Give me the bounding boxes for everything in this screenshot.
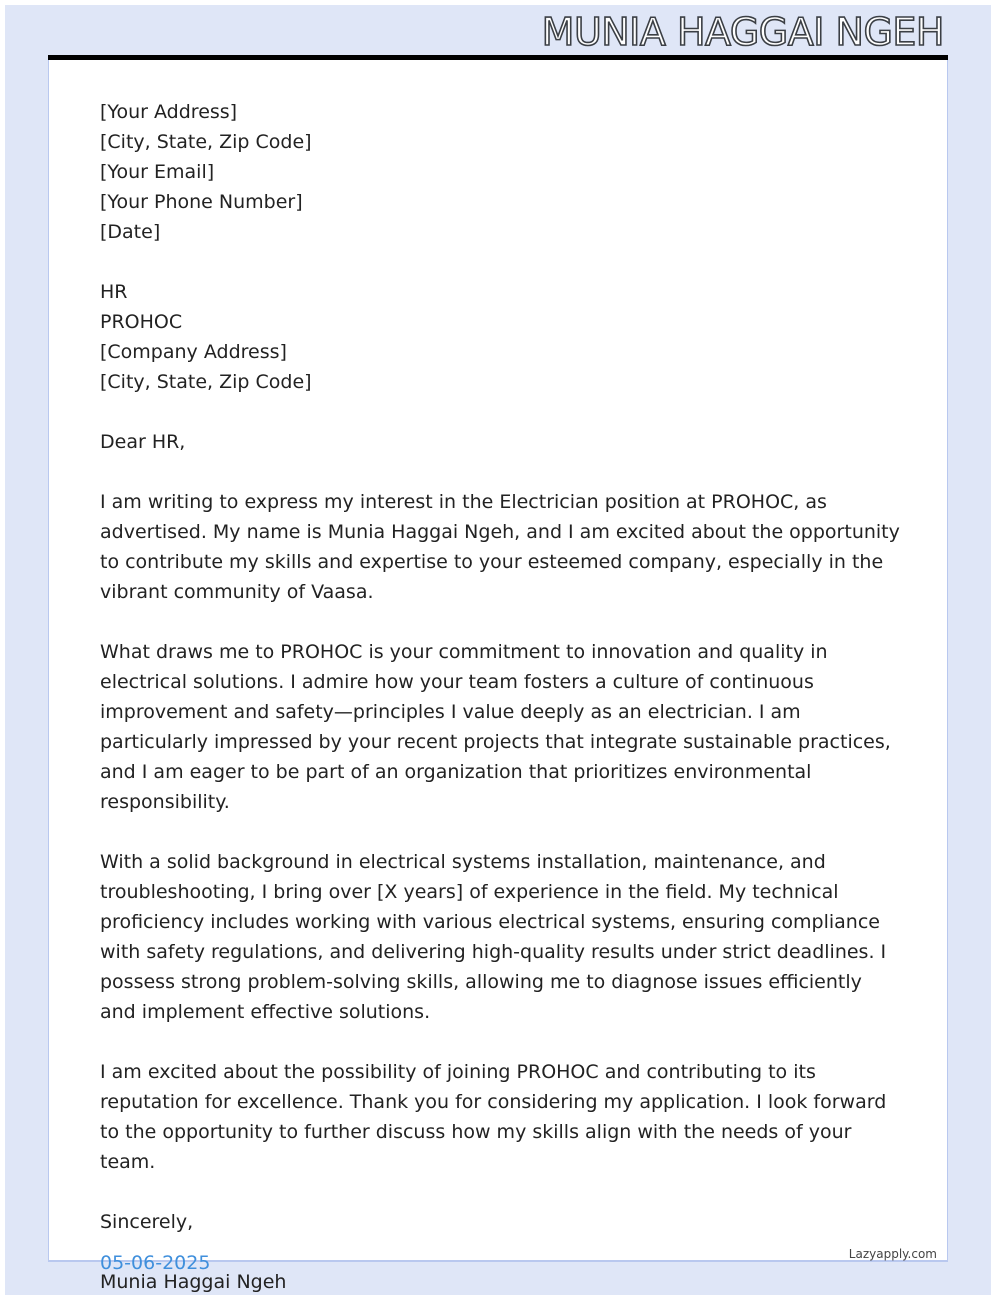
recipient-block bbox=[100, 277, 900, 397]
recipient-city-state-zip: [City, State, Zip Code] bbox=[100, 371, 312, 393]
sender-city-state-zip: [City, State, Zip Code] bbox=[100, 131, 312, 153]
sender-block bbox=[100, 97, 900, 247]
signature: Munia Haggai Ngeh bbox=[100, 1271, 287, 1293]
applicant-name-header: MUNIA HAGGAI NGEH bbox=[541, 10, 944, 54]
paragraph-closing: I am excited about the possibility of joining PROHOC and contributing to its reputation for excellence. Thank you for considering my application. I look forward to the opportunity to further discuss how my skills align with the needs of your team. bbox=[100, 1061, 887, 1173]
paragraph-motivation: What draws me to PROHOC is your commitment to innovation and quality in electrical solutions. I admire how your team fosters a culture of continuous improvement and safety—principles I value deeply as an electrician. I am particularly impressed by your recent projects that integrate sustainable practices, and I am eager to be part of an organization that prioritizes environmental responsibility. bbox=[100, 641, 891, 813]
sender-date: [Date] bbox=[100, 221, 161, 243]
closing: Sincerely, bbox=[100, 1211, 194, 1233]
paragraph-experience: With a solid background in electrical systems installation, maintenance, and troubleshooting, I bring over [X years] of experience in the field. My technical proficiency includes working with various electrical systems, ensuring compliance with safety regulations, and delivering high-quality results under strict deadlines. I possess strong problem-solving skills, allowing me to diagnose issues efficiently and implement effective solutions. bbox=[100, 851, 887, 1023]
paragraph-intro: I am writing to express my interest in the Electrician position at PROHOC, as advertised. My name is Munia Haggai Ngeh, and I am excited about the opportunity to contribute my skills and expertise to your esteemed company, especially in the vibrant community of Vaasa. bbox=[100, 491, 900, 603]
salutation: Dear HR, bbox=[100, 431, 186, 453]
letter-date: 05-06-2025 bbox=[100, 1252, 211, 1274]
recipient-company: PROHOC bbox=[100, 311, 183, 333]
watermark: Lazyapply.com bbox=[848, 1247, 937, 1261]
sender-phone: [Your Phone Number] bbox=[100, 191, 303, 213]
recipient-name: HR bbox=[100, 281, 128, 303]
recipient-address: [Company Address] bbox=[100, 341, 287, 363]
sender-address: [Your Address] bbox=[100, 101, 238, 123]
letter-body bbox=[100, 97, 900, 1297]
sender-email: [Your Email] bbox=[100, 161, 215, 183]
